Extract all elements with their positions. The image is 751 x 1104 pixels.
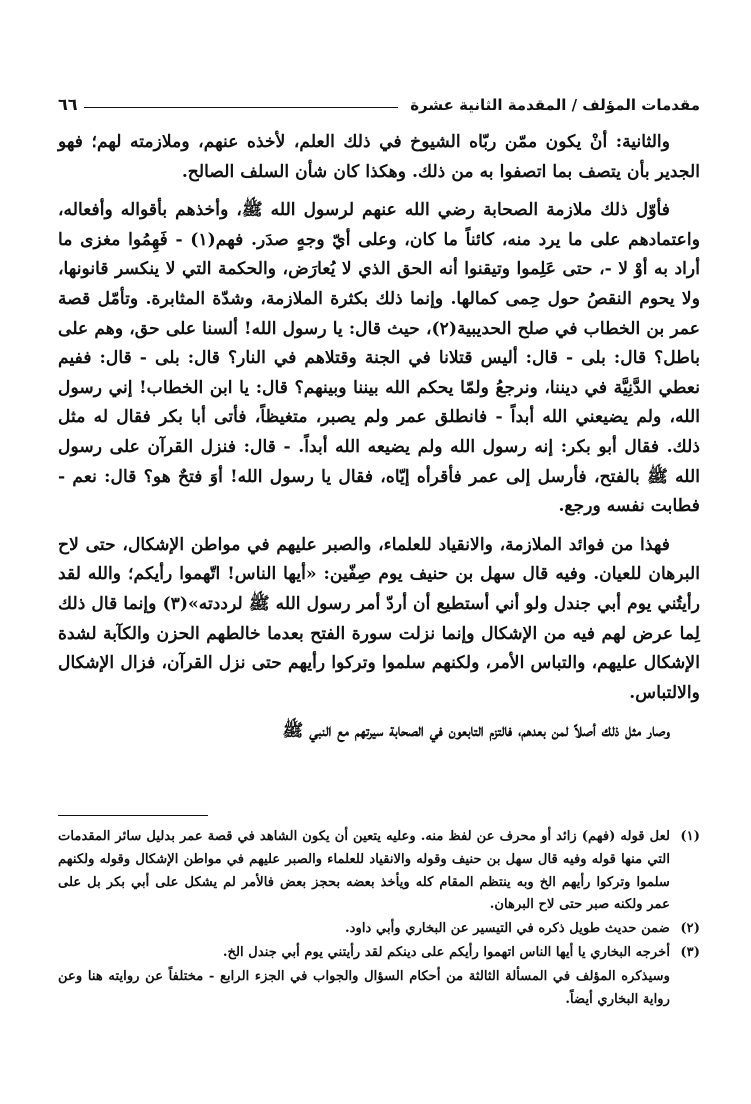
footnote-number: (٣) <box>680 944 700 960</box>
running-title: مقدمات المؤلف / المقدمة الثانية عشرة <box>410 96 700 114</box>
footnote-text: ضمن حديث طويل ذكره في التيسير عن البخاري وأبي داود. <box>345 921 670 937</box>
book-page <box>58 0 700 1104</box>
footnote <box>58 942 700 965</box>
page-header <box>58 88 700 114</box>
footnote-separator <box>58 815 208 816</box>
paragraph: وصار مثل ذلك أصلاً لمن بعدهم، فالتزم التابعون في الصحابة سيرتهم مع النبي ﷺ <box>282 721 670 742</box>
paragraph: فأوّل ذلك ملازمة الصحابة رضي الله عنهم لرسول الله ﷺ، وأخذهم بأقواله وأفعاله، واعتمادهم على ما يرد منه، كائناً ما كان، وعلى أيّ وجهٍ صدَر. فهم(١) - فَهِمُوا مغزى ما أراد به أوْ لا -، حتى عَلِموا وتيقنوا أنه الحق الذي لا يُعارَض، والحكمة التي لا ينكسر قانونها، ولا يحوم النقصُ حول حِمى كمالها. وإنما ذلك بكثرة الملازمة، وشدّة المثابرة. وتأمّل قصة عمر بن الخطاب في صلح الحديبية(٢)، حيث قال: يا رسول الله! ألسنا على حق، وهم على باطل؟ قال: بلى - قال: أليس قتلانا في الجنة وقتلاهم في النار؟ قال: بلى - قال: ففيم نعطي الدَّنِيَّة في ديننا، ونرجعُ ولمّا يحكم الله بيننا وبينهم؟ قال: يا ابن الخطاب! إني رسول الله، ولم يضيعني الله أبداً - فانطلق عمر ولم يصبر، متغيظاً، فأتى أبا بكر فقال له مثل ذلك. فقال أبو بكر: إنه رسول الله ولم يضيعه الله أبداً. - قال: فنزل القرآن على رسول الله ﷺ بالفتح، فأرسل إلى عمر فأقرأه إيّاه، فقال يا رسول الله! أوَ فتحٌ هو؟ قال: نعم - فطابت نفسه ورجع. <box>58 200 700 517</box>
footnote <box>58 826 700 917</box>
footnote-text: وسيذكره المؤلف في المسألة الثالثة من أحكام السؤال والجواب في الجزء الرابع - مختلفاً عن روايته هنا وعن رواية البخاري أيضاً. <box>58 968 670 1007</box>
footnote-text: لعل قوله (فهم) زائد أو محرف عن لفظ منه. وعليه يتعين أن يكون الشاهد في قصة عمر بدليل سائر المقدمات التي منها قوله وفيه قال سهل بن حنيف وقوله والانقياد للعلماء والصبر عليهم في مواطن الإشكال وقوله ولكنهم سلموا وتركوا رأيهم الخ وبه ينتظم المقام كله ويأخذ بعضه بحجز بعض فالأمر لم يشكل على أبي بكر بل على عمر ولكنه صبر حتى لاح البرهان. <box>58 829 670 913</box>
footnotes <box>58 826 700 1012</box>
footnote-number: (٢) <box>680 921 700 937</box>
paragraph: والثانية: أنْ يكون ممّن ربّاه الشيوخ في ذلك العلم، لأخذه عنهم، وملازمته لهم؛ فهو الجدير بأن يتصف بما اتصفوا به من ذلك. وهكذا كان شأن السلف الصالح. <box>58 132 700 182</box>
footnote-continuation <box>58 966 700 1012</box>
footnote-number: (١) <box>680 829 700 844</box>
footnote-text: أخرجه البخاري يا أيها الناس اتهموا رأيكم على دينكم لقد رأيتني يوم أبي جندل الخ. <box>222 944 670 960</box>
paragraph: فهذا من فوائد الملازمة، والانقياد للعلماء، والصبر عليهم في مواطن الإشكال، حتى لاح البرهان للعيان. وفيه قال سهل بن حنيف يوم صِفّين: «أيها الناس! اتّهموا رأيكم؛ والله لقد رأيتُني يوم أبي جندل ولو أني أستطيع أن أردّ أمر رسول الله ﷺ لرددته»(٣) وإنما قال ذلك لِما عرض لهم فيه من الإشكال وإنما نزلت سورة الفتح بعدما خالطهم الحزن والكآبة لشدة الإشكال عليهم، والتباس الأمر، ولكنهم سلموا وتركوا رأيهم حتى نزل القرآن، فزال الإشكال والالتباس. <box>58 534 700 703</box>
footnote <box>58 918 700 941</box>
page-number: ٦٦ <box>58 95 78 114</box>
main-text <box>58 128 700 756</box>
header-rule <box>84 107 399 108</box>
